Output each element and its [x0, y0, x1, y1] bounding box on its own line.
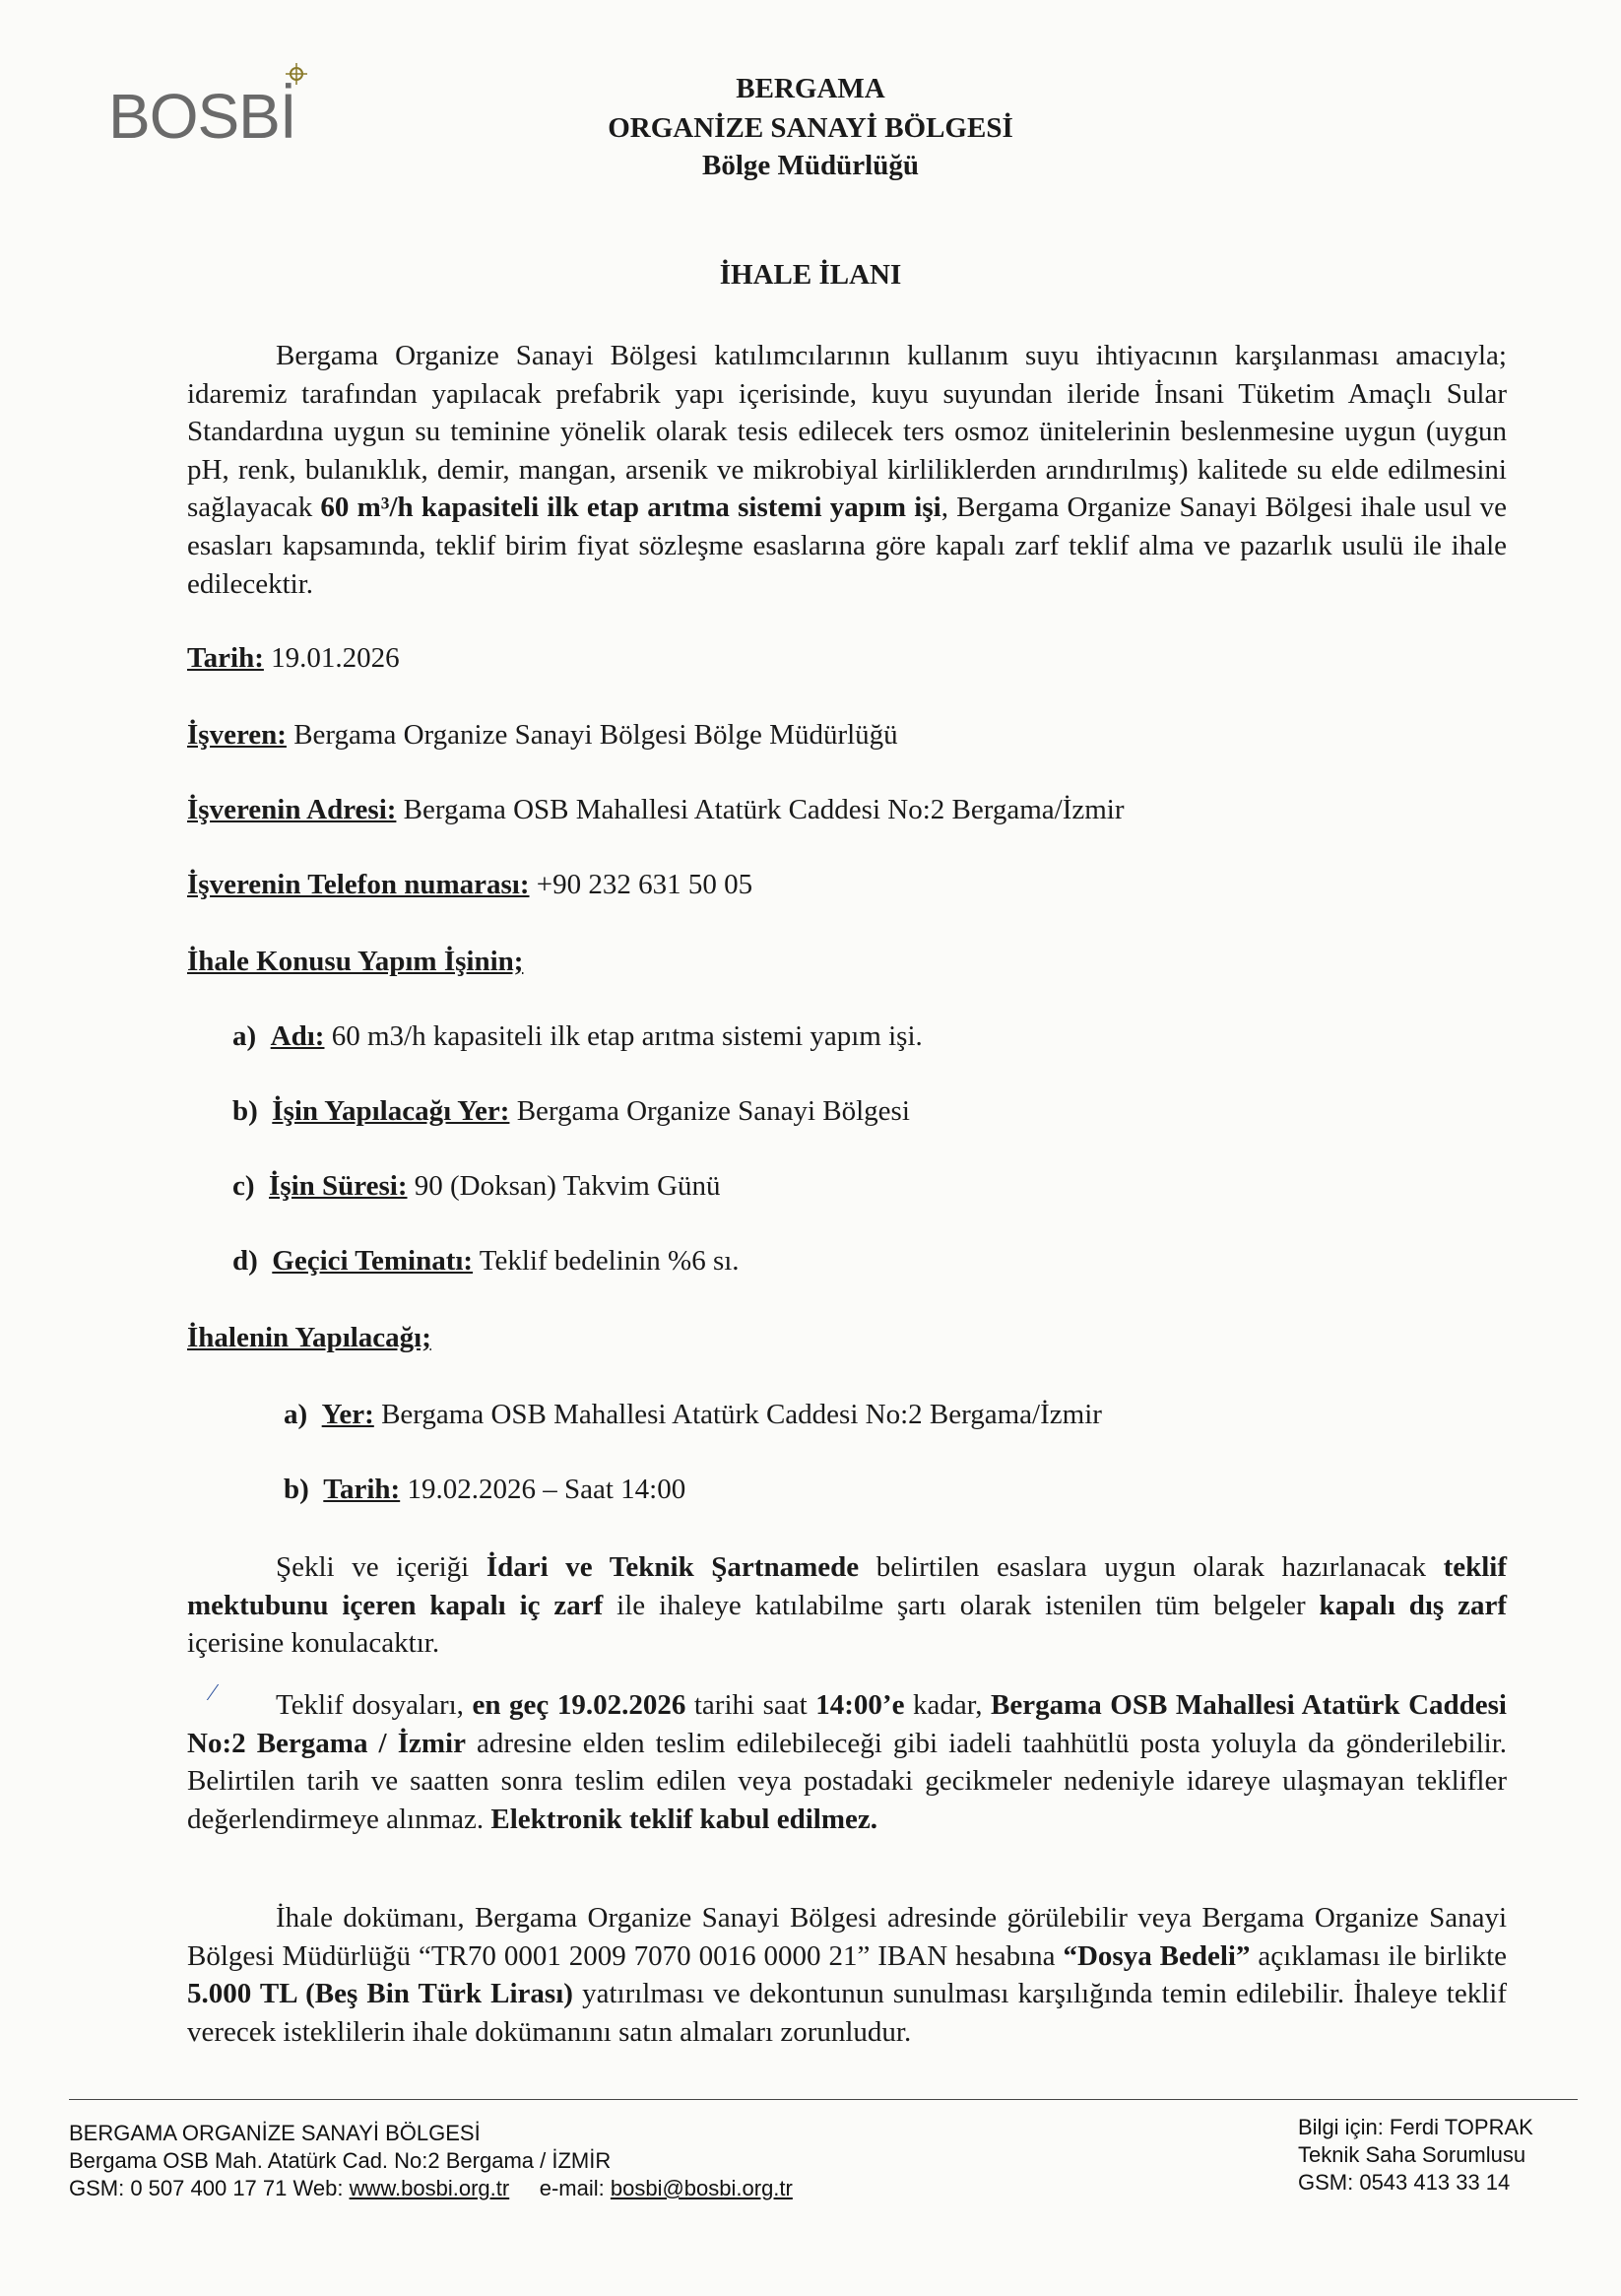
footer-address: Bergama OSB Mah. Atatürk Cad. No:2 Bergama / İZMİR	[69, 2148, 612, 2173]
footer-contact-line: GSM: 0 507 400 17 71 Web: www.bosbi.org.tr e-mail: bosbi@bosbi.org.tr	[69, 2176, 793, 2200]
field-isveren-adresi: İşverenin Adresi: Bergama OSB Mahallesi Atatürk Caddesi No:2 Bergama/İzmir	[187, 794, 1125, 825]
footer-org: BERGAMA ORGANİZE SANAYİ BÖLGESİ	[69, 2121, 481, 2145]
yapilacagi-item: a) Yer: Bergama OSB Mahallesi Atatürk Caddesi No:2 Bergama/İzmir	[284, 1399, 1102, 1430]
intro-paragraph: Bergama Organize Sanayi Bölgesi katılımcılarının kullanım suyu ihtiyacının karşılanması amacıyla; idaremiz tarafından yapılacak prefabrik yapı içerisinde, kuyu suyundan ileride İnsani Tüketim Amaçlı Sular Standardına uygun su teminine yönelik olarak tesis edilecek ters osmoz ünitelerinin beslenmesine uygun (uygun pH, renk, bulanıklık, demir, mangan, arsenik ve mikrobiyal kirliliklerden arındırılmış) kalitede su elde edilmesini sağlayacak 60 m³/h kapasiteli ilk etap arıtma sistemi yapım işi, Bergama Organize Sanayi Bölgesi ihale usul ve esasları kapsamında, teklif birim fiyat sözleşme esaslarına göre kapalı zarf teklif alma ve pazarlık usulü ile ihale edilecektir.	[187, 340, 1507, 600]
footer-info-role: Teknik Saha Sorumlusu	[1298, 2142, 1526, 2167]
field-isveren-telefon: İşverenin Telefon numarası: +90 232 631 50 05	[187, 869, 753, 900]
yapilacagi-item: b) Tarih: 19.02.2026 – Saat 14:00	[284, 1474, 686, 1505]
ihale-yapilacagi-heading: İhalenin Yapılacağı;	[187, 1322, 431, 1353]
teslim-paragraph: Teklif dosyaları, en geç 19.02.2026 tarihi saat 14:00’e kadar, Bergama OSB Mahallesi Atatürk Caddesi No:2 Bergama / İzmir adresine elden teslim edilebileceği gibi iadeli taahhütlü posta yoluyla da gönderilebilir. Belirtilen tarih ve saatten sonra teslim edilen veya postadaki gecikmeler nedeniyle idareye ulaşmayan teklifler değerlendirmeye alınmaz. Elektronik teklif kabul edilmez.	[187, 1689, 1507, 1835]
konu-item: c) İşin Süresi: 90 (Doksan) Takvim Günü	[232, 1170, 721, 1202]
footer-info-gsm: GSM: 0543 413 33 14	[1298, 2170, 1511, 2195]
pen-mark: ⁄	[211, 1680, 216, 1706]
field-isveren: İşveren: Bergama Organize Sanayi Bölgesi Bölge Müdürlüğü	[187, 719, 898, 751]
konu-item: b) İşin Yapılacağı Yer: Bergama Organize Sanayi Bölgesi	[232, 1095, 910, 1127]
field-tarih: Tarih: 19.01.2026	[187, 642, 400, 674]
footer-email-link[interactable]: bosbi@bosbi.org.tr	[610, 2176, 793, 2200]
header-line-1: BERGAMA	[736, 73, 885, 104]
dokuman-paragraph: İhale dokümanı, Bergama Organize Sanayi Bölgesi adresinde görülebilir veya Bergama Organize Sanayi Bölgesi Müdürlüğü “TR70 0001 2009 7070 0016 0000 21” IBAN hesabına “Dosya Bedeli” açıklaması ile birlikte 5.000 TL (Beş Bin Türk Lirası) yatırılması ve dekontunun sunulması karşılığında temin edilebilir. İhaleye teklif verecek isteklilerin ihale dokümanını satın almaları zorunludur.	[187, 1902, 1507, 2048]
footer-divider	[69, 2099, 1578, 2100]
ihale-konusu-heading: İhale Konusu Yapım İşinin;	[187, 946, 524, 977]
bosbi-logo: BOSBİ	[108, 81, 296, 152]
zarf-paragraph: Şekli ve içeriği İdari ve Teknik Şartnamede belirtilen esaslara uygun olarak hazırlanacak teklif mektubunu içeren kapalı iç zarf ile ihaleye katılabilme şartı olarak istenilen tüm belgeler kapalı dış zarf içerisine konulacaktır.	[187, 1551, 1508, 1660]
page-title: İHALE İLANI	[719, 259, 902, 291]
footer-info-name: Bilgi için: Ferdi TOPRAK	[1298, 2115, 1533, 2139]
footer-web-link[interactable]: www.bosbi.org.tr	[349, 2176, 510, 2200]
header-line-3: Bölge Müdürlüğü	[702, 150, 919, 181]
konu-item: d) Geçici Teminatı: Teklif bedelinin %6 sı.	[232, 1245, 740, 1277]
konu-item: a) Adı: 60 m3/h kapasiteli ilk etap arıtma sistemi yapım işi.	[232, 1020, 923, 1052]
header-line-2: ORGANİZE SANAYİ BÖLGESİ	[608, 112, 1013, 144]
